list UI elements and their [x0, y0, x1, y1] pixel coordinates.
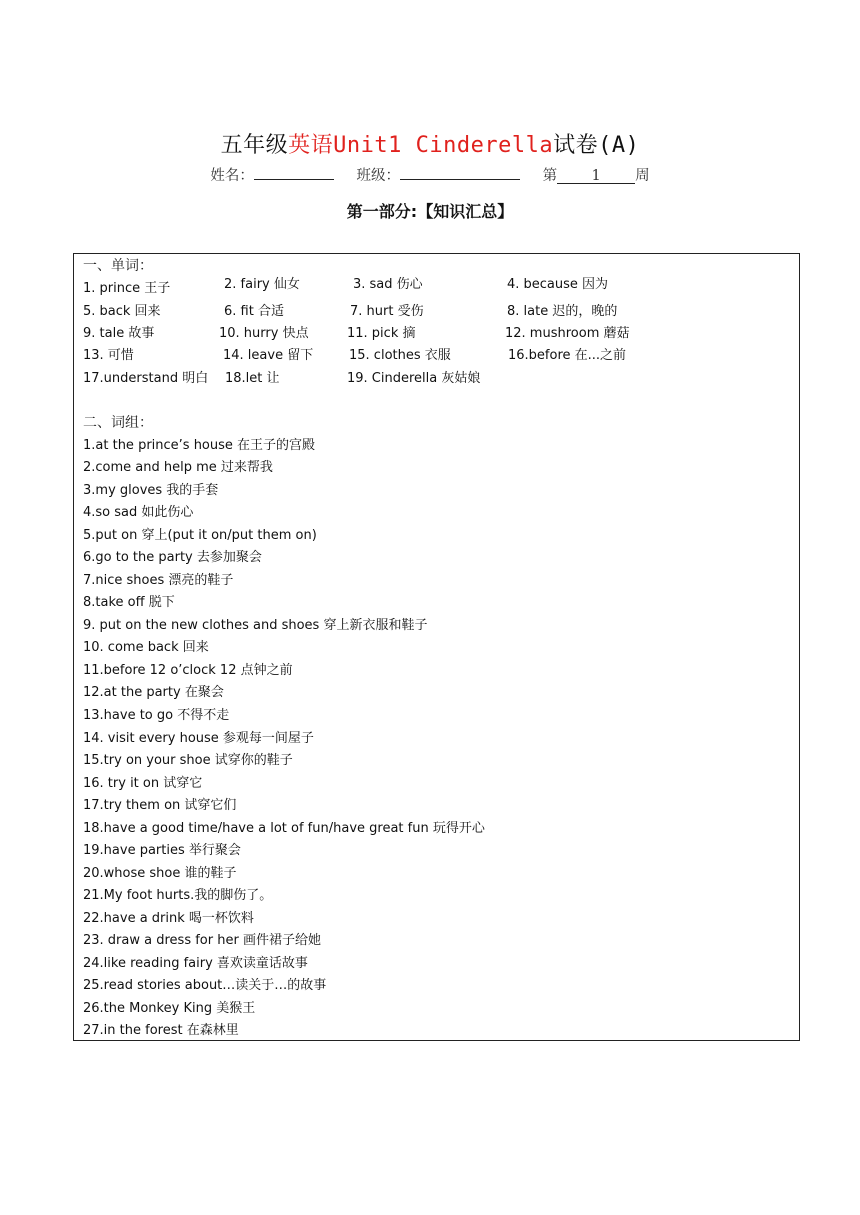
phrase-item: 9. put on the new clothes and shoes 穿上新衣服和鞋子 [83, 618, 428, 633]
week-suffix: 周 [635, 168, 650, 184]
phrase-item: 27.in the forest 在森林里 [83, 1023, 239, 1038]
word-item: 18.let 让 [225, 371, 280, 386]
worksheet-title [0, 128, 860, 159]
part-title: 第一部分:【知识汇总】 [346, 202, 514, 221]
word-item: 5. back 回来 [83, 304, 161, 319]
word-item: 2. fairy 仙女 [224, 277, 300, 292]
phrase-item: 25.read stories about…读关于…的故事 [83, 978, 327, 993]
phrase-item: 10. come back 回来 [83, 640, 209, 655]
phrase-item: 8.take off 脱下 [83, 595, 175, 610]
phrases-heading: 二、词组： [83, 415, 153, 431]
phrase-item: 18.have a good time/have a lot of fun/have great fun 玩得开心 [83, 821, 485, 836]
student-info-line [0, 164, 860, 185]
word-item: 16.before 在...之前 [508, 348, 627, 363]
week-value: 1 [557, 168, 635, 184]
word-item: 3. sad 伤心 [353, 277, 423, 292]
title-prefix: 五年级 [220, 133, 289, 158]
name-blank[interactable] [254, 164, 334, 180]
word-item: 10. hurry 快点 [219, 326, 309, 341]
word-item: 6. fit 合适 [224, 304, 284, 319]
title-unit: 英语Unit1 Cinderella [288, 133, 554, 158]
word-item: 1. prince 王子 [83, 281, 171, 296]
phrase-item: 22.have a drink 喝一杯饮料 [83, 911, 254, 926]
class-label: 班级： [356, 168, 400, 184]
phrase-item: 17.try them on 试穿它们 [83, 798, 237, 813]
word-item: 9. tale 故事 [83, 326, 155, 341]
word-item: 13. 可惜 [83, 348, 134, 363]
phrase-item: 1.at the prince’s house 在王子的宫殿 [83, 438, 316, 453]
phrase-item: 7.nice shoes 漂亮的鞋子 [83, 573, 234, 588]
phrase-item: 26.the Monkey King 美猴王 [83, 1001, 256, 1016]
phrase-item: 20.whose shoe 谁的鞋子 [83, 866, 237, 881]
phrase-item: 15.try on your shoe 试穿你的鞋子 [83, 753, 293, 768]
phrase-item: 24.like reading fairy 喜欢读童话故事 [83, 956, 308, 971]
word-item: 4. because 因为 [507, 277, 609, 292]
phrase-item: 16. try it on 试穿它 [83, 776, 203, 791]
phrase-item: 14. visit every house 参观每一间屋子 [83, 731, 314, 746]
phrase-item: 5.put on 穿上(put it on/put them on) [83, 528, 317, 543]
word-item: 14. leave 留下 [223, 348, 314, 363]
word-item: 19. Cinderella 灰姑娘 [347, 371, 481, 386]
week-prefix: 第 [542, 168, 558, 184]
words-heading: 一、单词： [83, 258, 153, 274]
word-item: 8. late 迟的，晚的 [507, 304, 618, 319]
phrase-item: 12.at the party 在聚会 [83, 685, 224, 700]
title-suffix: 试卷(A) [553, 133, 640, 158]
word-item: 15. clothes 衣服 [349, 348, 451, 363]
phrase-item: 19.have parties 举行聚会 [83, 843, 241, 858]
word-item: 7. hurt 受伤 [350, 304, 424, 319]
phrase-item: 3.my gloves 我的手套 [83, 483, 219, 498]
phrase-item: 6.go to the party 去参加聚会 [83, 550, 262, 565]
phrase-item: 23. draw a dress for her 画件裙子给她 [83, 933, 321, 948]
word-item: 12. mushroom 蘑菇 [505, 326, 630, 341]
word-item: 17.understand 明白 [83, 371, 209, 386]
phrase-item: 13.have to go 不得不走 [83, 708, 230, 723]
class-blank[interactable] [400, 164, 520, 180]
knowledge-summary-box [73, 253, 800, 1041]
word-item: 11. pick 摘 [347, 326, 416, 341]
name-label: 姓名： [210, 168, 254, 184]
phrase-item: 21.My foot hurts.我的脚伤了。 [83, 888, 273, 903]
phrase-item: 2.come and help me 过来帮我 [83, 460, 273, 475]
phrase-item: 4.so sad 如此伤心 [83, 505, 194, 520]
phrase-item: 11.before 12 o’clock 12 点钟之前 [83, 663, 293, 678]
